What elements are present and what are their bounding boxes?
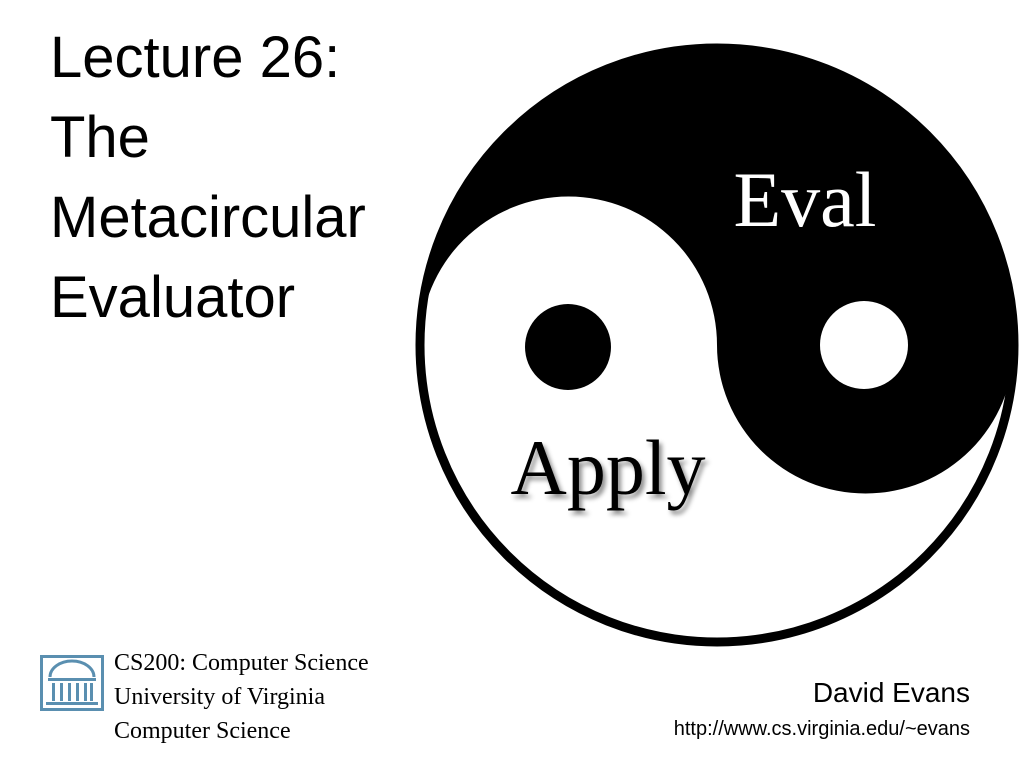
- course-line-2: University of Virginia: [114, 684, 325, 710]
- course-line-3: Computer Science: [114, 718, 291, 744]
- eval-word: Eval: [733, 156, 877, 243]
- yin-black-half: [420, 48, 1014, 493]
- title-line-4: Evaluator: [50, 265, 296, 330]
- white-dot: [820, 301, 908, 389]
- apply-word: Apply: [510, 424, 706, 511]
- rotunda-logo-icon: [40, 655, 104, 711]
- title-line-2: The: [50, 105, 150, 170]
- author-name: David Evans: [812, 677, 970, 708]
- course-line-1: CS200: Computer Science: [114, 650, 369, 676]
- author-url[interactable]: http://www.cs.virginia.edu/~evans: [673, 718, 970, 740]
- black-dot: [525, 304, 611, 390]
- title-line-1: Lecture 26:: [50, 25, 341, 90]
- title-line-3: Metacircular: [50, 185, 366, 250]
